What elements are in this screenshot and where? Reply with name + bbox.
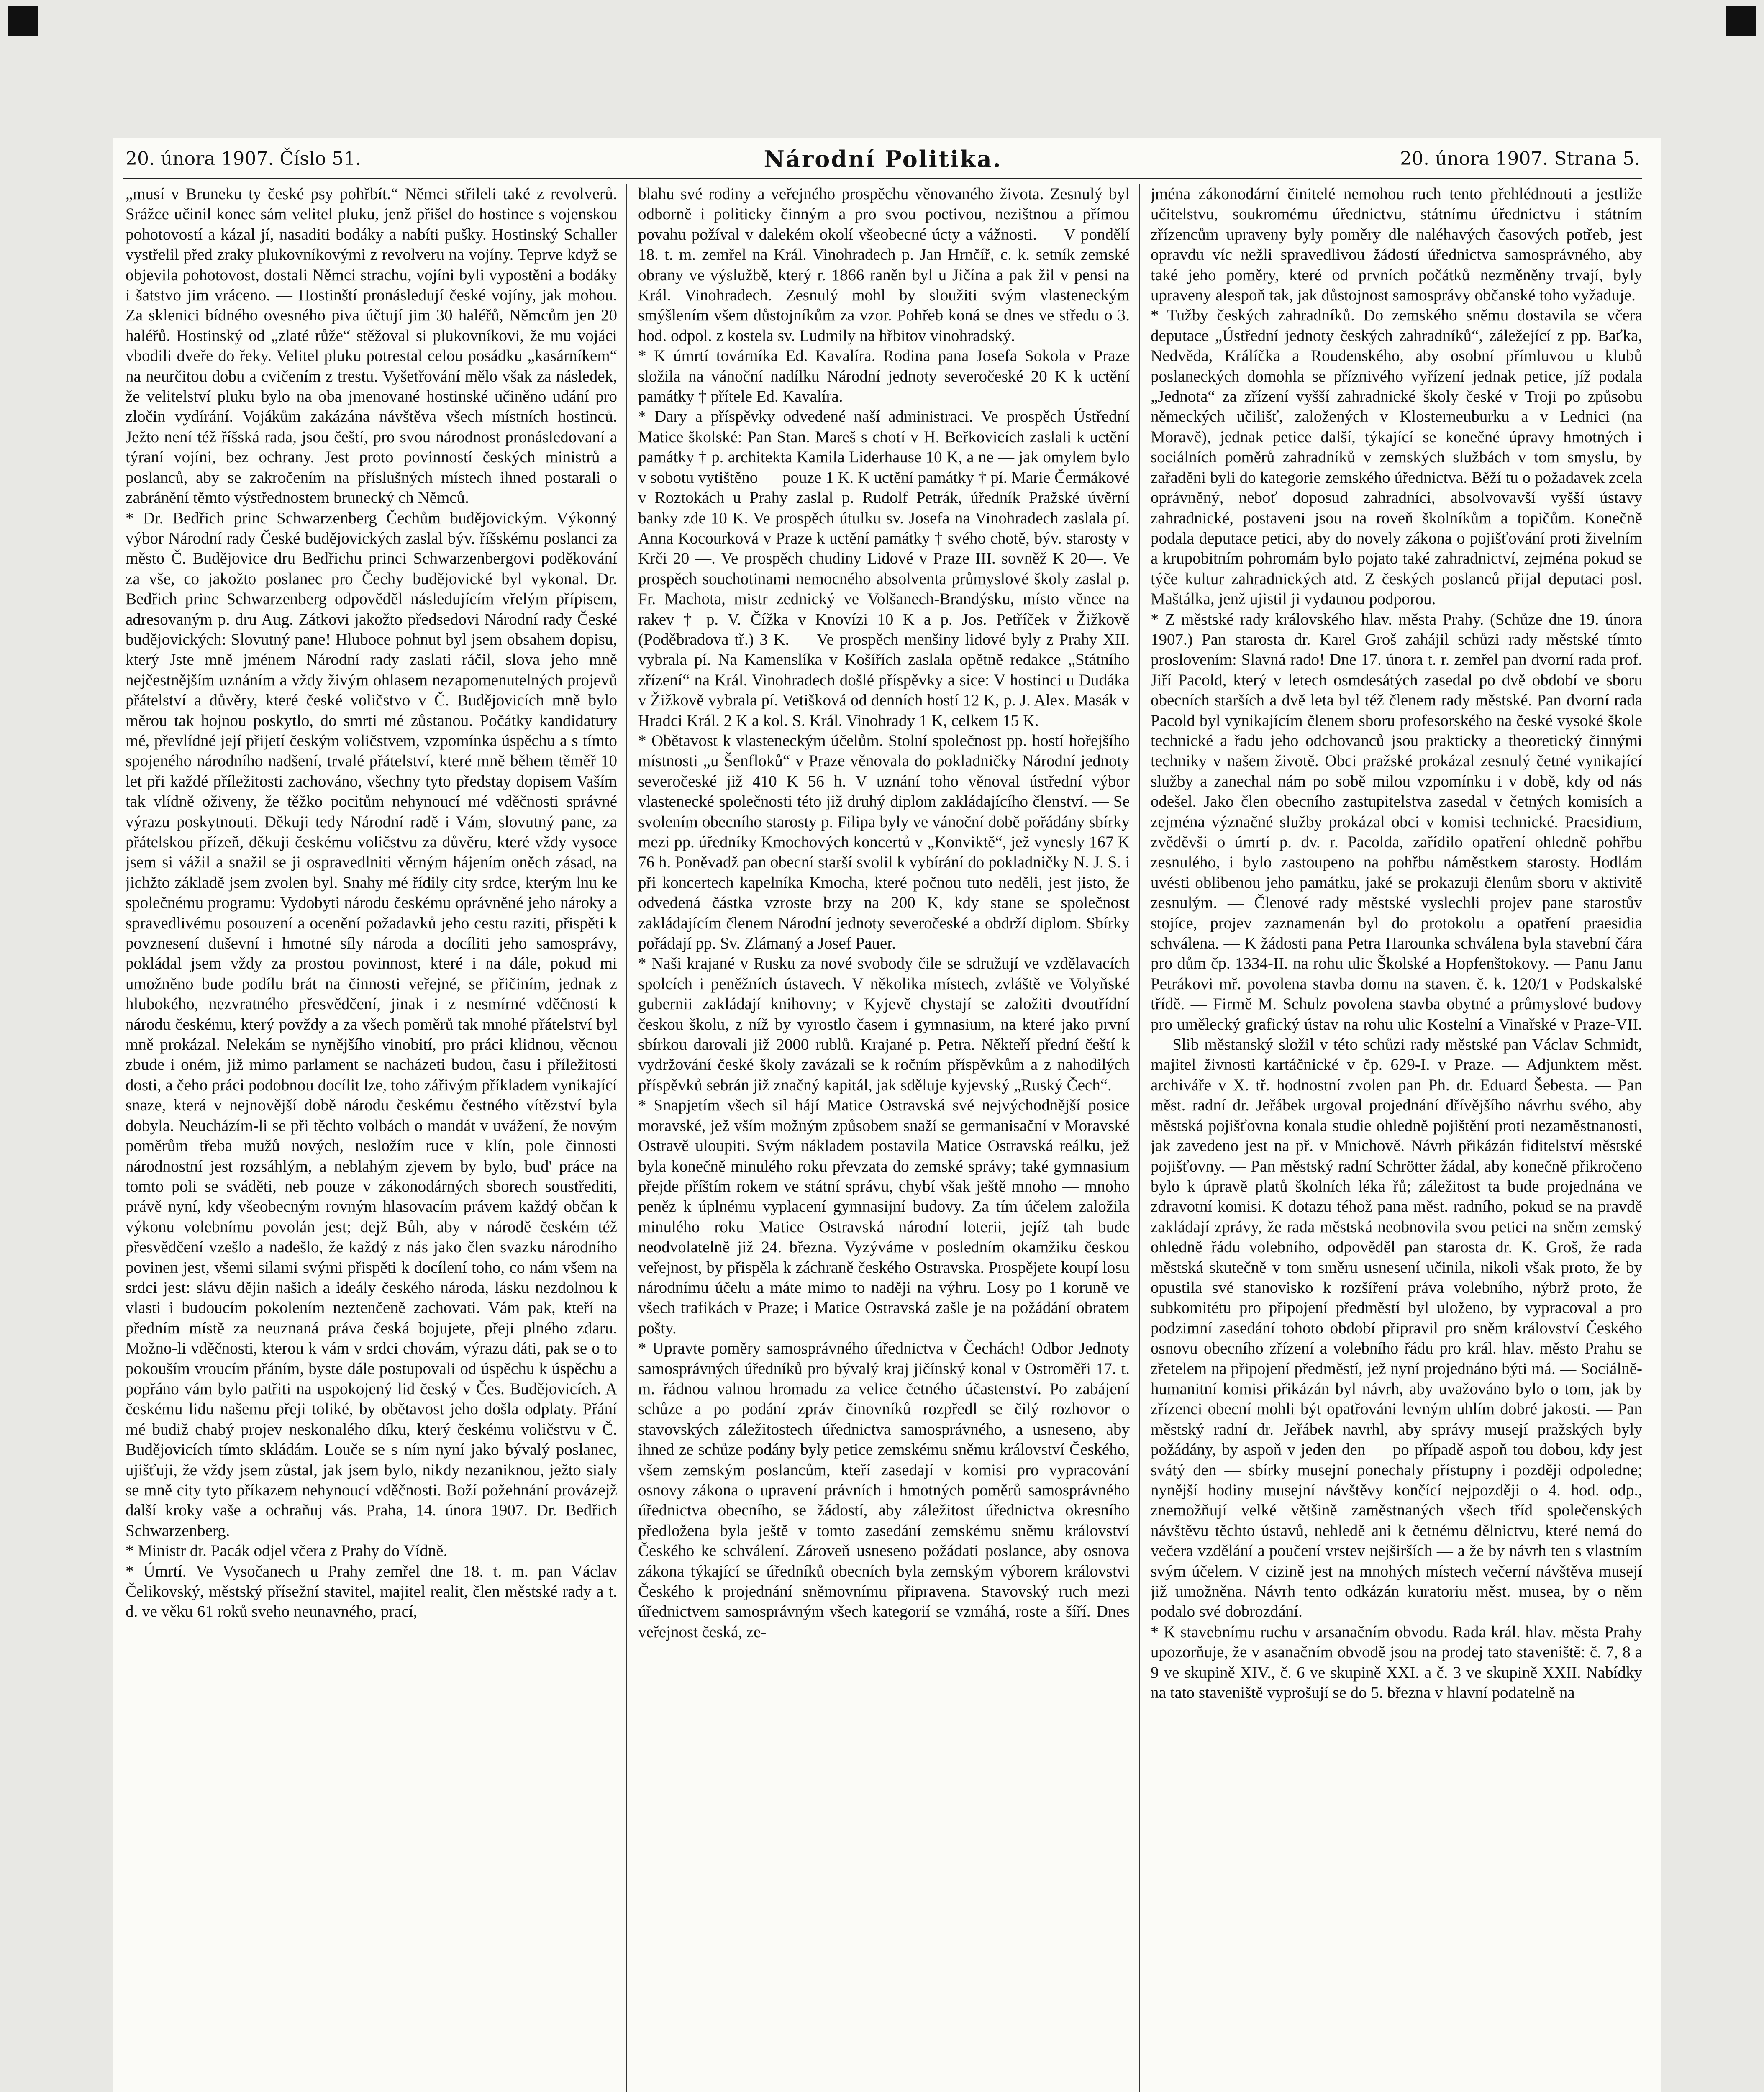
header-rule	[123, 178, 1642, 179]
article-pacak: * Ministr dr. Pacák odjel včera z Prahy do Vídně.	[126, 1542, 448, 1560]
article-matice-ostravska: * Snapjetím všech sil hájí Matice Ostravská své nejvýchodnější posice moravské, jež vším možným způsobem snaží se germanisační v Moravské Ostravě uloupiti. Svým nákladem postavila Matice Ostravská reálku, jež byla konečně minulého roku převzata do zemské správy; také gymnasium přejde příštím rokem ve státní správu, chybí však ještě mnoho — mnoho peněz k úplnému vyplacení gymnasijní budovy. Za tím účelem založila minulého roku Matice Ostravská národní loterii, jejíž tah bude neodvolatelně již 24. března. Vyzýváme v posledním okamžiku českou veřejnost, by přispěla k záchraně českého Ostravska. Prospějete koupí losu národnímu účelu a máte mimo to naději na výhru. Losy po 1 koruně ve všech trafikách v Praze; i Matice Ostravská zašle je na požádání obratem pošty.	[638, 1096, 1130, 1337]
article-umrti-cont: blahu své rodiny a veřejného prospěchu věnovaného života. Zesnulý byl odborně i politicky činným a pro svou poctivou, nezištnou a přímou povahu požíval v dalekém okolí všeobecné úcty a vážnosti. — V pondělí 18. t. m. zemřel na Král. Vinohradech p. Jan Hrnčíř, c. k. setník zemské obrany ve výslužbě, který r. 1866 raněn byl u Jičína a pak žil v pensi na Král. Vinohradech. Zesnulý mohl by sloužiti svým vlasteneckým smýšlením všem důstojníkům za vzor. Pohřeb koná se dnes ve středu o 3. hod. odpol. z kostela sv. Ludmily na hřbitov vinohradský.	[638, 185, 1130, 345]
newspaper-title: Národní Politika.	[764, 146, 1002, 172]
corner-mark-top-right	[1726, 6, 1756, 36]
article-urednictvo-cont: jména zákonodární činitelé nemohou ruch tento přehlédnouti a jestliže učitelstvu, soukromému úřednictvu, státnímu úřednictvu i státním zřízencům upraveny byly poměry dle naléhavých časových potřeb, jest opravdu víc nežli spravedlivou žádostí úřednictva samosprávného, aby také jeho poměry, které od prvních počátků nezměněny trvají, byly upraveny alespoň tak, jak důstojnost samosprávy občanské toho vyžaduje.	[1151, 185, 1642, 305]
article-umrti: * Úmrtí. Ve Vysočanech u Prahy zemřel dne 18. t. m. pan Václav Čelikovský, městský přísežní stavitel, majitel realit, člen městské rady a t. d. ve věku 61 roků sveho neunavného, prací,	[126, 1562, 617, 1621]
page-header	[126, 146, 1640, 176]
article-rusko: * Naši krajané v Rusku za nové svobody čile se sdružují ve vzdělavacích spolcích i peněžních ústavech. V několika místech, zvláště ve Volyňské gubernii zakládají knihovny; v Kyjevě chystají se založiti dvoutřídní českou školu, z níž by vyrostlo časem i gymnasium, na které jako první sbírkou darovali již 2000 rublů. Krajané p. Petra. Někteří přední čeští k vydržování české školy zavázali se k ročním příspěvkům a z nahodilých příspěvků sebrán již značný kapitál, jak sděluje kyjevský „Ruský Čech“.	[638, 954, 1130, 1094]
text-column-3	[1151, 184, 1642, 2092]
column-divider-2	[1139, 184, 1140, 2092]
header-date-issue: 20. února 1907. Číslo 51.	[126, 148, 362, 169]
article-schwarzenberg: * Dr. Bedřich princ Schwarzenberg Čechům budějovickým. Výkonný výbor Národní rady České budějovických zaslal býv. říšskému poslanci za město Č. Budějovice dru Bedřichu princi Schwarzenbergovi poděkování za vše, co jakožto poslanec pro Čechy budějovické byl vykonal. Dr. Bedřich princ Schwarzenberg odpověděl následujícím vřelým přípisem, adresovaným p. dru Aug. Zátkovi jakožto předsedovi Národní rady České budějovických: Slovutný pane! Hluboce pohnut byl jsem obsahem dopisu, který Jste mně jménem Národní rady zaslati ráčil, slova jeho mně nejčestnějším uznáním a vždy živým ohlasem nezapomenutelných projevů přátelství a důvěry, které české voličstvo v Č. Budějovicích mně bylo měrou tak hojnou poskytlo, do smrti mé zůstanou. Počátky kandidatury mé, převlídné její přijetí českým voličstvem, vzpomínka úspěchu a s tímto spojeného národního nadšení, trvalé přátelství, které mně během těměř 10 let při každé příležitosti zachováno, všechny tyto předstay dopisem Vaším tak vlídně oživeny, že těžko pocitům nehynoucí mé vděčnosti správné výrazu poskytnouti. Děkuji tedy Národní radě i Vám, slovutný pane, za přátelskou přízeň, děkuji českému voličstvu za důvěru, které vždy vysoce jsem si vážil a snažil se ji ospravedlniti věrným hájením oněch zásad, na jichžto základě jsem zvolen byl. Snahy mé řídily city srdce, kterým lnu ke společnému programu: Vydobyti národu českému oprávněné jeho nároky a spravedlivému posouzení a ocenění požadavků jeho cestu raziti, přispěti k povznesení duševní i hmotné síly národa a docíliti jeho samosprávy, pokládal jsem vždy za prostou povinnost, které i na dále, pokud mi umožněno bude podílu brát na činnosti veřejné, se přičiním, jednak z hlubokého, nezvratného přesvědčení, jinak i z nesmírné vděčnosti k národu českému, který povždy a za všech poměrů tak mnohé přátelství byl mně prokázal. Nelekám se nynějšího vinobití, pro práci klidnou, věcnou zbude i oném, již mimo parlament se nacházeti budou, času i příležitosti dosti, a čeho práci podobnou docílit lze, toho zářivým příkladem vynikající snaze, která v nejnovější době národu českému čestného vítězství byla dobyla. Neucházím-li se při těchto volbách o mandát v uvážení, že novým poměrům třeba mužů nových, nesložím ruce v klín, pole činnosti národnostní jest rozsáhlým, a neblahým zjevem by bylo, bud' práce na tomto poli se sváděti, neb pouze v zákonodárných sborech soustřediti, právě nyní, kdy všeobecným rovným hlasovacím právem každý občan k výkonu volebnímu povolán jest; dejž Bůh, aby v národě českém též přesvědčení vzešlo a nadešlo, že každý z nás jako člen svazku národního povinen jest, všemi silami svými přispěti k docílení toho, co nám všem na srdci jest: slávu dějin našich a ideály českého národa, lásku nezdolnou k vlasti i budoucím pokolením neztenčeně zachovati. Vám pak, kteří na předním místě za neuznaná práva česká bojujete, přeji plného zdaru. Možno-li vděčnosti, kterou k vám v srdci chovám, výrazu dáti, pak se o to pokouším vroucím přáním, byste dále postupovali od úspěchu k úspěchu a popřáno vám bylo patřiti na uspokojený lid český v Čes. Budějovicích. A českému lidu našemu přeji toliké, by obětavost jeho došla odplaty. Přání mé budiž chabý projev neskonalého díku, který českému voličstvu v Č. Budějovicích tímto skládám. Louče se s ním nyní jako bývalý poslanec, ujišťuji, že vždy jsem zůstal, jak jsem bylo, nikdy nezaniknou, ježto sialy se mně city tyto příkazem nehynoucí vděčnosti. Boží požehnání provázejž další kroky vaše a ochraňuj vás. Praha, 14. února 1907. Dr. Bedřich Schwarzenberg.	[126, 509, 617, 1540]
article-kavalir: * K úmrtí továrníka Ed. Kavalíra. Rodina pana Josefa Sokola v Praze složila na vánoční nadílku Národní jednoty severočeské 20 K k uctění památky † přítele Ed. Kavalíra.	[638, 347, 1130, 406]
article-brunek: „musí v Bruneku ty české psy pohřbít.“ Němci střileli také z revolverů. Srážce učinil konec sám velitel pluku, jenž přišel do hostince s vojenskou pohotovostí a kázal jí, nasaditi bodáky a nabíti pušky. Hostinský Schaller vystřelil před zraky plukovníkovými z revolveru na vojíny. Teprve když se objevila pohotovost, dostali Němci strachu, vojíni byli vypostěni a bodáky i šatstvo jim vráceno. — Hostinští pronásledují české vojíny, jak mohou. Za sklenici bídného ovesného piva účtují jim 30 haléřů, Němcům jen 20 haléřů. Hostinský od „zlaté růže“ stěžoval si plukovníkovi, že mu vojáci vbodili dveře do řeky. Velitel pluku potrestal celou posádku „kasárníkem“ na neurčitou dobu a cvičením z trestu. Vyšetřování mělo však za následek, že velitelství pluku bylo na oba jmenované hostinské učiněno udání pro zločin vydírání. Vojákům zakázána návštěva všech místních hostinců. Ježto není též říšská rada, jsou čeští, pro svou národnost pronásledovaní a týraní vojíni, bez ochrany. Jest proto povinností českých ministrů a poslanců, aby se zakročením na příslušných místech ihned postarali o zabránění těmto výstřednostem brunecký ch Němců.	[126, 185, 617, 507]
corner-mark-top-left	[8, 6, 38, 36]
article-mestska-rada: * Z městské rady královského hlav. města Prahy. (Schůze dne 19. února 1907.) Pan starosta dr. Karel Groš zahájil schůzi rady městské tímto proslovením: Slavná rado! Dne 17. února t. r. zemřel pan dvorní rada prof. Jiří Pacold, který v letech osmdesátých zasedal po dvě období ve sboru obecních starších a dvě leta byl též členem rady městské. Pan dvorní rada Pacold byl vynikajícím členem sboru profesorského na české vysoké škole technické a řadu jeho odchovanců jsou prakticky a theoretický činnými techniky v našem životě. Obci pražské prokázal zesnulý četné vynikající služby a zanechal nám po sobě milou vzpomínku i v době, kdy od nás odešel. Jako člen obecního zastupitelstva zasedal v četných komisích a zejména význačné služby prokázal obci v komisi technické. Praesidium, zvěděvši o úmrtí p. dv. r. Pacolda, zařídilo opatření ohledně pohřbu zesnulého, i bylo zastoupeno na pohřbu náměstkem starosty. Hodlám uvésti oblibenou jeho památku, jaké se prokazuji členům sboru v aktivitě zesnulým. — Členové rady městské vyslechli projev pane starostův stojíce, projev zaznamenán byl do protokolu a opatření praesidia schválena. — K žádosti pana Petra Harounka schválena byla stavební čára pro dům čp. 1334-II. na rohu ulic Školské a Hopfenštokovy. — Panu Janu Petrákovi mř. povolena stavba domu na staven. č. k. 120/1 v Podskalské třídě. — Firmě M. Schulz povolena stavba obytné a průmyslové budovy pro umělecký grafický ústav na rohu ulic Kostelní a Vinařské v Praze-VII. — Slib městanský složil v této schůzi rady městské pan Václav Schmidt, majitel živnosti kartáčnické v čp. 629-I. v Praze. — Adjunktem měst. archiváře v X. tř. hodnostní zvolen pan Ph. dr. Eduard Šebesta. — Pan měst. radní dr. Jeřábek urgoval projednání dřívějšího návrhu svého, aby městská pojišťovna konala studie ohledně pojištění proti nezaměstnanosti, jak zavedeno jest na př. v Mnichově. Návrh přikázán fiditelství městské pojišťovny. — Pan městský radní Schrötter žádal, aby konečně přikročeno bylo k úpravě platů školních léka řů; záležitost ta bude projednána ve zdravotní komisi. K dotazu téhož pana měst. radního, pokud se na pravdě zakládají zprávy, že rada městská neobnovila svou petici na sněm zemský ohledně řádu volebního, odpověděl pan starosta dr. K. Groš, že rada městská skutečně v tom směru usnesení učinila, nikoli však proto, že by opustila své stanovisko k rozšíření práva volebního, nýbrž proto, že subkomitétu pro připojení předměstí byl uloženo, by vypracoval a pro podzimní zasedání tohoto období připravil pro sněm království Českého osnovu obecního zřízení a volebního řádu pro král. hlav. město Prahu se zřetelem na připojení předměstí, jež nyní projednáno býti má. — Sociálně-humanitní komisi přikázán byl návrh, aby uvažováno bylo o tom, jak by zřízenci obecní mohli být opatřováni levným uhlím dobré jakosti. — Pan městský radní dr. Jeřábek navrhl, aby správy musejí pražských byly požádány, by aspoň v jeden den — po případě aspoň tou dobou, kdy jest svátý den — sbírky musejní ponechaly přístupny i později odpoledne; nynější hodiny musejní návštěvy končící nejpozději o 4. hod. odp., znemožňují velké většině zaměstnaných všech tříd společenských návštěvu těchto ústavů, nehledě ani k četnému dělnictvu, které nemá do večera vzdělání a poučení vrstev nejširších — a že by návrh ten s vlastním svým účelem. V cizině jest na mnohých místech večerní návštěva musejí již umožněna. Návrh tento odkázán kuratoriu měst. musea, by o něm podalo své dobrozdání.	[1151, 610, 1642, 1621]
header-date-page: 20. února 1907. Strana 5.	[1400, 148, 1640, 169]
article-dary: * Dary a příspěvky odvedené naší administraci. Ve prospěch Ústřední Matice školské: Pan Stan. Mareš s chotí v H. Beřkovicích zaslali k uctění památky † p. architekta Kamila Liderhause 10 K, a ne — jak omylem bylo v sobotu vytištěno — pouze 1 K. K uctění památky † pí. Marie Čermákové v Roztokách u Prahy zaslal p. Rudolf Petrák, úředník Pražské úvěrní banky zde 10 K. Ve prospěch útulku sv. Josefa na Vinohradech zaslala pí. Anna Kocourková v Praze k uctění památky † svého chotě, býv. starosty v Krči 20 —. Ve prospěch chudiny Lidové v Praze III. sovněž K 20—. Ve prospěch souchotinami nemocného absolventa průmyslové školy zaslal p. Fr. Machota, mistr zednický ve Volšanech-Brandýsku, místo věnce na rakev † p. V. Čížka v Knovízi 10 K a p. Jos. Petříček v Žižkově (Poděbradova tř.) 3 K. — Ve prospěch menšiny lidové byly z Prahy XII. vybrala pí. Na Kamenslíka v Košířích zaslala opětně redakce „Státního zřízení“ na Král. Vinohradech došlé příspěvky a sice: V hostinci u Dudáka v Žižkově vybrala pí. Vetišková od denních hostí 12 K, p. J. Alex. Masák v Hradci Král. 2 K a kol. S. Král. Vinohrady 1 K, celkem 15 K.	[638, 408, 1130, 730]
article-obetavost: * Obětavost k vlasteneckým účelům. Stolní společnost pp. hostí hořejšího místnosti „u Šenfloků“ v Praze věnovala do pokladničky Národní jednoty severočeské již 410 K 56 h. V uznání toho věnoval ústřední výbor vlastenecké společnosti této již druhý diplom zakládajícího členství. — Se svolením obecního starosty p. Filipa byly ve vánoční době pořádány sbírky mezi pp. úředníky Kmochových koncertů v „Konviktě“, jež vynesly 167 K 76 h. Poněvadž pan obecní starší svolil k vybírání do pokladničky N. J. S. i při koncertech kapelníka Kmocha, které počnou tuto neděli, jest jisto, že odvedená částka vzroste brzy na 200 K, kdy stane se společnost zakládajícím členem Národní jednoty severočeské a obdrží diplom. Sbírky pořádají pp. Sv. Zlámaný a Josef Pauer.	[638, 731, 1130, 953]
text-column-2	[638, 184, 1130, 2092]
column-divider-1	[626, 184, 627, 2092]
text-column-1	[126, 184, 617, 2092]
article-urednictvo: * Upravte poměry samosprávného úřednictva v Čechách! Odbor Jednoty samosprávných úředníků pro bývalý kraj jičínský konal v Ostroměři 17. t. m. řádnou valnou hromadu za velice četného účastenství. Po zabájení schůze a po podání zpráv činovníků rozpředl se čilý rozhovor o stavovských záležitostech úřednictva samosprávného, a usneseno, aby ihned ze schůze podány byly petice zemskému sněmu království Českého, všem zemským poslancům, kteří zasedají v komisi pro vypracování osnovy zákona o upravení právních i hmotných poměrů samosprávného úřednictva obecního, se žádostí, aby záležitost úřednictva okresního předložena byla ještě v tomto zasedání zemskému sněmu království Českého ke schválení. Zároveň usneseno požádati poslance, aby osnova zákona týkající se úředníků obecních byla zemským výborem královstvi Českého k projednání sněmovnímu připravena. Stavovský ruch mezi úřednictvem samosprávným všech kategorií se vzmáhá, roste a šíří. Dnes veřejnost česká, ze-	[638, 1339, 1130, 1641]
article-asanace: * K stavebnímu ruchu v arsanačním obvodu. Rada král. hlav. města Prahy upozorňuje, že v asanačním obvodě jsou na prodej tato staveniště: č. 7, 8 a 9 ve skupině XIV., č. 6 ve skupině XXI. a č. 3 ve skupině XXII. Nabídky na tato staveniště vyprošují se do 5. března v hlavní podatelně na	[1151, 1623, 1642, 1702]
article-zahradnici: * Tužby českých zahradníků. Do zemského sněmu dostavila se včera deputace „Ústřední jednoty českých zahradníků“, záležející z pp. Baťka, Nedvěda, Králíčka a Roudenského, aby osobní přímluvou u klubů poslaneckých domohla se příznivého vyřízení jednak petice, jíž podala „Jednota“ za zřízení vyšší zahradnické školy české v Troji po způsobu německých učilišť, založených v Klosterneuburku a v Lednici (na Moravě), jednak petice další, týkající se konečné úpravy hmotných i sociálních poměrů zahradníků v zemských službách v tom smyslu, by zařaděni byli do kategorie zemského úřednictva. Běží tu o požadavek zcela oprávněný, neboť doposud zahradníci, absolvovavší vyšší ústavy zahradnické, postaveni jsou na roveň školníkům a topičům. Konečně podala deputace petici, aby do novely zákona o pojišťování proti živelním a krupobitním pohromám bylo pojato také zahradnictví, zejména pokud se týče kultur zahradnických atd. Z českých poslanců přijal deputaci posl. Maštálka, jenž ujistil ji vydatnou podporou.	[1151, 306, 1642, 608]
